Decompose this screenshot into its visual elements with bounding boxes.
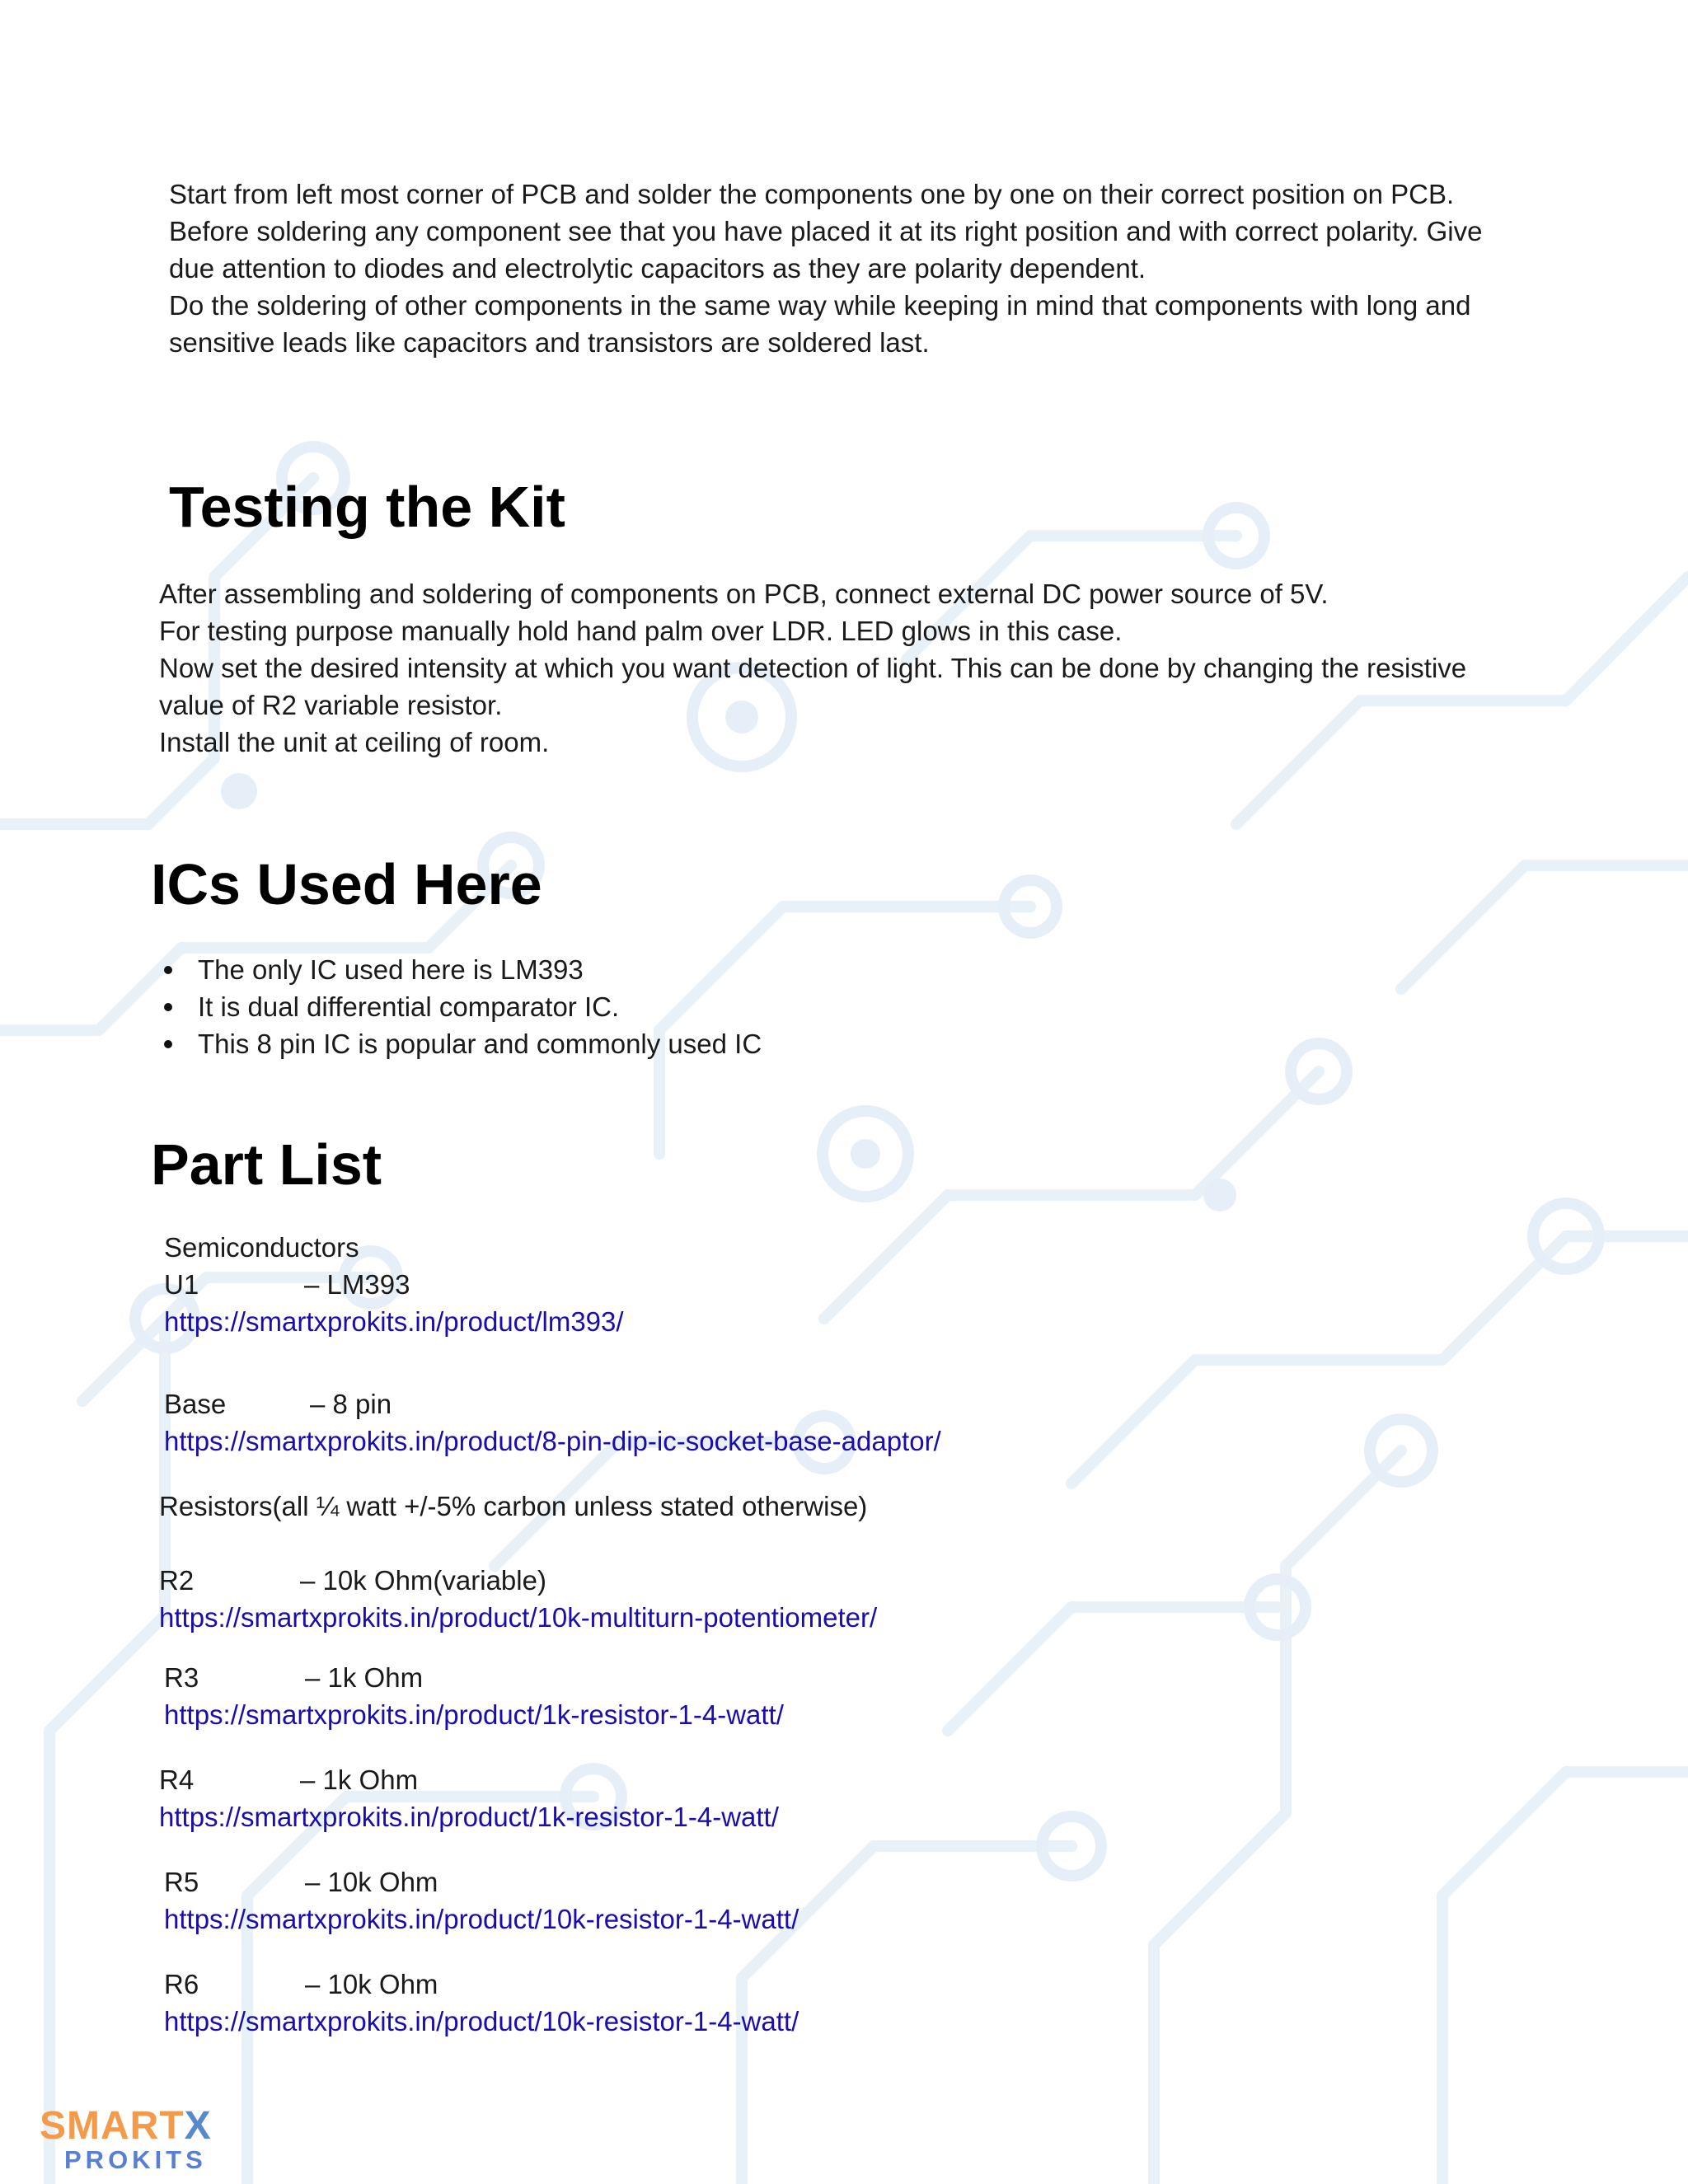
part-value: – 1k Ohm	[305, 1662, 424, 1693]
part-r3-link[interactable]: https://smartxprokits.in/product/1k-resistor-1-4-watt/	[164, 1699, 784, 1730]
bullet-icon	[164, 1040, 172, 1048]
part-r6-link[interactable]: https://smartxprokits.in/product/10k-resistor-1-4-watt/	[164, 2006, 799, 2036]
part-designator: Base	[164, 1389, 227, 1419]
assembly-paragraph-1: Start from left most corner of PCB and solder the components one by one on their correct position on PCB. Before soldering any component see that you have placed it at its right position and with correct polarity. Give due attention to diodes and electrolytic capacitors as they are polarity dependent.	[169, 179, 1483, 284]
part-r2	[159, 1562, 546, 1599]
logo-prokits-text: PROKITS	[64, 2145, 207, 2174]
smartx-prokits-logo	[40, 2104, 229, 2174]
part-designator: R2	[159, 1565, 195, 1596]
bullet-icon	[164, 966, 172, 974]
ics-bullet-text: This 8 pin IC is popular and commonly used IC	[198, 1029, 762, 1059]
part-base	[164, 1385, 392, 1422]
testing-line-1: After assembling and soldering of components on PCB, connect external DC power source of 5V.	[159, 579, 1329, 609]
part-designator: R5	[164, 1867, 199, 1897]
part-u1	[164, 1266, 410, 1303]
semiconductors-label: Semiconductors	[164, 1232, 359, 1263]
part-base-link[interactable]: https://smartxprokits.in/product/8-pin-dip-ic-socket-base-adaptor/	[164, 1426, 941, 1456]
testing-line-2: For testing purpose manually hold hand palm over LDR. LED glows in this case.	[159, 616, 1123, 646]
part-value: – 10k Ohm	[305, 1969, 438, 1999]
list-item	[164, 988, 762, 1025]
part-r3	[164, 1659, 423, 1696]
part-value: – 1k Ohm	[300, 1765, 419, 1795]
logo-smart-text: SMART	[40, 2104, 185, 2148]
logo-x-text: X	[184, 2104, 212, 2148]
part-value: – LM393	[304, 1269, 410, 1300]
assembly-paragraph-2: Do the soldering of other components in the same way while keeping in mind that components with long and sensitive leads like capacitors and transistors are soldered last.	[169, 290, 1471, 358]
part-designator: R3	[164, 1662, 199, 1693]
part-designator: U1	[164, 1269, 199, 1300]
testing-section	[159, 575, 1527, 761]
part-r5-link[interactable]: https://smartxprokits.in/product/10k-resistor-1-4-watt/	[164, 1904, 799, 1934]
part-r4	[159, 1761, 418, 1798]
part-value: – 10k Ohm	[305, 1867, 438, 1897]
logo-top-text	[40, 2104, 229, 2148]
ics-bullet-list	[164, 951, 762, 1062]
testing-line-3: Now set the desired intensity at which you want detection of light. This can be done by changing the resistive value of R2 variable resistor.	[159, 653, 1467, 720]
part-r4-link[interactable]: https://smartxprokits.in/product/1k-resistor-1-4-watt/	[159, 1802, 779, 1832]
part-value: – 10k Ohm(variable)	[300, 1565, 546, 1596]
part-designator: R4	[159, 1765, 195, 1795]
ics-bullet-text: The only IC used here is LM393	[198, 954, 584, 985]
list-item	[164, 1025, 762, 1062]
part-r6	[164, 1966, 438, 2003]
part-list-heading: Part List	[151, 1132, 382, 1197]
part-designator: R6	[164, 1969, 199, 1999]
part-u1-link[interactable]: https://smartxprokits.in/product/lm393/	[164, 1306, 624, 1337]
ics-heading: ICs Used Here	[151, 852, 542, 916]
list-item	[164, 951, 762, 988]
part-r5	[164, 1863, 438, 1900]
ics-bullet-text: It is dual differential comparator IC.	[198, 991, 620, 1022]
part-r2-link[interactable]: https://smartxprokits.in/product/10k-multiturn-potentiometer/	[159, 1602, 878, 1633]
assembly-section	[169, 176, 1521, 361]
part-value: – 8 pin	[310, 1389, 392, 1419]
testing-line-4: Install the unit at ceiling of room.	[159, 727, 550, 757]
resistors-label: Resistors(all ¼ watt +/-5% carbon unless stated otherwise)	[159, 1491, 868, 1521]
bullet-icon	[164, 1003, 172, 1011]
testing-heading: Testing the Kit	[169, 475, 565, 539]
